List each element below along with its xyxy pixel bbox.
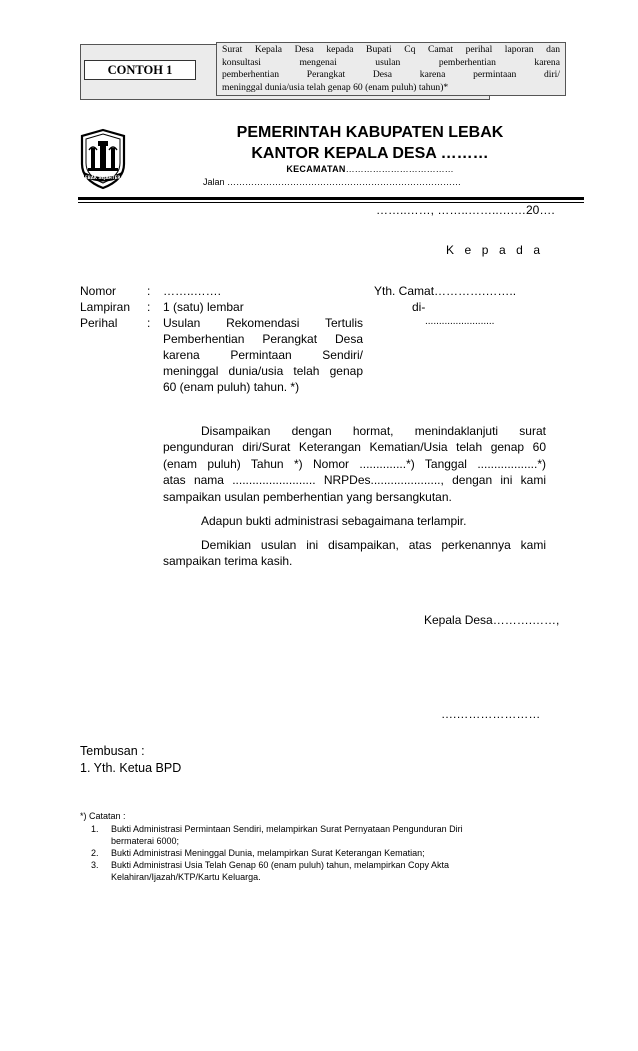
note-number: 3. <box>91 860 99 870</box>
kecamatan-line <box>150 164 590 174</box>
paragraph-line: pengunduran diri/Surat Keterangan Kematian/Usia telah genap 60 <box>163 440 546 455</box>
lampiran-colon: : <box>147 300 151 314</box>
tembusan-item: 1. Yth. Ketua BPD <box>80 761 182 775</box>
note-text: Bukti Administrasi Usia Telah Genap 60 (enam puluh) tahun, melampirkan Copy Akta <box>111 860 450 870</box>
description-line: Surat Kepala Desa kepada Bupati Cq Camat perihal laporan dan <box>222 44 560 55</box>
description-line: meninggal dunia/usia telah genap 60 (enam puluh) tahun)* <box>222 81 449 93</box>
seal-text: LEBAK SEJAHTERA <box>82 175 124 180</box>
paragraph-line: atas nama ......................... NRPDes....................., dengan ini kami <box>163 473 546 488</box>
body-paragraph-3 <box>163 537 546 570</box>
perihal-line: karena Permintaan Sendiri/ <box>163 348 363 362</box>
office-title: KANTOR KEPALA DESA ……… <box>251 145 489 162</box>
address-line: Jalan …………………………………………………………………… <box>203 177 462 187</box>
perihal-line: 60 (enam puluh) tahun. *) <box>163 380 300 394</box>
body-paragraph-1 <box>163 423 546 505</box>
signature-name-line: ….………………… <box>441 707 541 721</box>
signature-title: Kepala Desa……….……, <box>424 613 560 627</box>
paragraph-line: sampaikan terima kasih. <box>163 554 293 569</box>
contoh-label: CONTOH 1 <box>84 60 196 80</box>
recipient-yth: Yth. Camat………….…….. <box>374 284 517 298</box>
note-number: 2. <box>91 848 99 858</box>
note-text: Bukti Administrasi Meninggal Dunia, melampirkan Surat Keterangan Kematian; <box>111 848 425 858</box>
kecamatan-dots: ……………………………… <box>345 164 454 174</box>
nomor-value: ……..……. <box>163 284 222 298</box>
note-text: Bukti Administrasi Permintaan Sendiri, melampirkan Surat Pernyataan Pengunduran Diri <box>111 824 463 834</box>
perihal-value <box>163 315 363 395</box>
letter-date: ……..……, ……..……..….…20…. <box>376 203 555 217</box>
lebak-seal-logo <box>78 128 128 190</box>
lampiran-value: 1 (satu) lembar <box>163 300 244 314</box>
description-line: pemberhentian Perangkat Desa karena permintaan diri/ <box>222 69 560 80</box>
note-item-3 <box>91 860 449 872</box>
kecamatan-label: KECAMATAN <box>286 164 346 174</box>
nomor-colon: : <box>147 284 151 298</box>
lampiran-label: Lampiran <box>80 300 131 314</box>
paragraph-line: sampaikan usulan pemberhentian yang bersangkutan. <box>163 489 452 504</box>
description-box <box>216 42 566 96</box>
description-line: konsultasi mengenai usulan pemberhentian karena <box>222 56 560 68</box>
note-item-1-continued: bermaterai 6000; <box>111 836 180 846</box>
tembusan-label: Tembusan : <box>80 744 145 758</box>
kepada-heading: K e p a d a <box>446 243 544 257</box>
note-item-1 <box>91 824 463 836</box>
note-item-2 <box>91 848 425 860</box>
government-title: PEMERINTAH KABUPATEN LEBAK <box>236 124 504 141</box>
note-number: 1. <box>91 824 99 834</box>
paragraph-line: Disampaikan dengan hormat, menindaklanjuti surat <box>201 424 546 438</box>
paragraph-line: Demikian usulan ini disampaikan, atas perkenannya kami <box>201 538 546 552</box>
paragraph-line: (enam puluh) Tahun *) Nomor ..............*) Tanggal ..................*) <box>163 456 546 471</box>
nomor-label: Nomor <box>80 284 117 298</box>
perihal-line: meninggal dunia/usia telah genap <box>163 364 363 378</box>
perihal-line: Usulan Rekomendasi Tertulis <box>163 316 363 330</box>
letterhead-rule-thick <box>78 197 584 200</box>
perihal-line: Pemberhentian Perangkat Desa <box>163 332 363 346</box>
perihal-label: Perihal <box>80 316 118 330</box>
note-item-3-continued: Kelahiran/Ijazah/KTP/Kartu Keluarga. <box>111 872 261 882</box>
body-paragraph-2 <box>163 513 546 529</box>
paragraph-line: Adapun bukti administrasi sebagaimana terlampir. <box>201 514 467 528</box>
perihal-colon: : <box>147 316 151 330</box>
recipient-di: di- <box>412 300 426 314</box>
notes-title: *) Catatan : <box>80 811 126 821</box>
recipient-place: ......................... <box>425 316 495 327</box>
